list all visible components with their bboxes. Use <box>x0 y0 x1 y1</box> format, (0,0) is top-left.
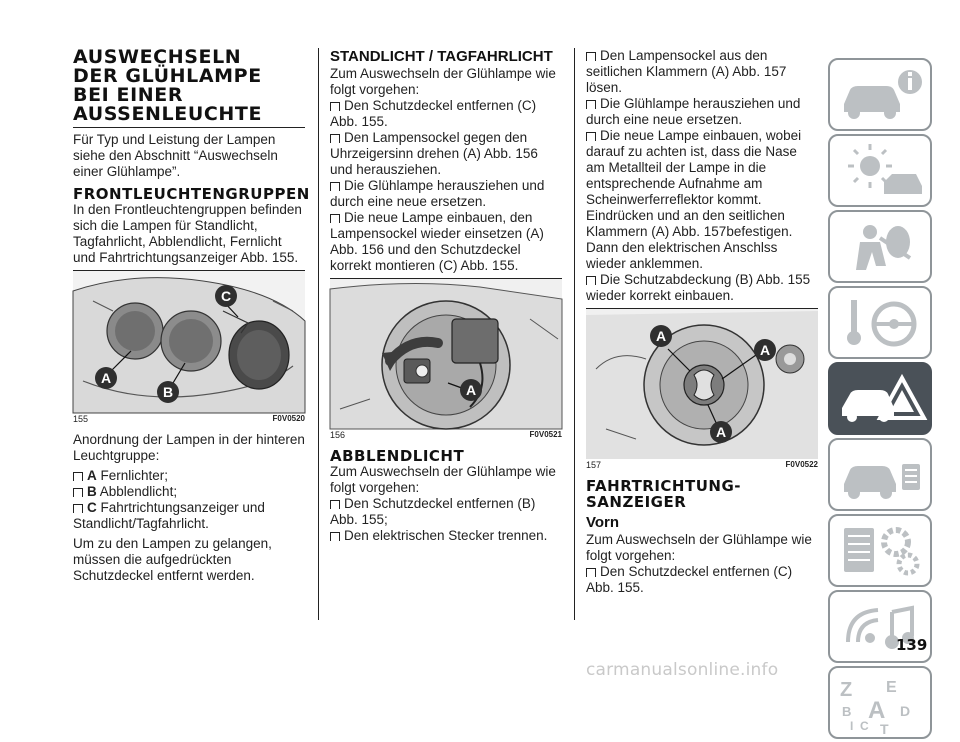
section-title-fahrtrichtung: FAHRTRICHTUNG- SANZEIGER <box>586 477 741 511</box>
column-2 <box>330 48 562 544</box>
section-title-front: FRONTLEUCHTENGRUPPEN <box>73 185 310 203</box>
svg-text:I: I <box>850 719 854 733</box>
list-item: Den Schutzdeckel entfernen (C) Abb. 155. <box>586 564 793 595</box>
svg-text:Z: Z <box>840 679 853 701</box>
bullet-icon <box>73 472 83 481</box>
figure-label-c: C <box>215 285 237 307</box>
bullet-icon <box>330 214 340 223</box>
bullet-icon <box>330 500 340 509</box>
svg-text:A: A <box>868 697 886 724</box>
safety-airbag-icon <box>830 212 930 281</box>
tab-index[interactable] <box>828 666 932 739</box>
figure-label-a: A <box>710 421 732 443</box>
bullet-icon <box>73 488 83 497</box>
figure-code: F0V0520 <box>272 414 305 423</box>
intro-paragraph: Für Typ und Leistung der Lampen siehe den Abschnitt “Auswechseln einer Glühlampe”. <box>73 132 278 179</box>
closing-paragraph: Um zu den Lampen zu gelangen, müssen die aufgedrückten Schutzdeckel entfernt werden. <box>73 536 272 583</box>
list-item: Die neue Lampe einbauen, wobei darauf zu achten ist, dass die Nase am Metallteil der Lampe in die entsprechende Aufnahme am Scheinwerferreflektor kommt. Eindrücken und an den seitlichen Klammern (A) Abb. 157befestigen. Dann den elektrischen Anschlss wieder anklemmen. <box>586 128 802 271</box>
svg-text:T: T <box>880 721 889 737</box>
column-1 <box>73 46 310 584</box>
figure-number: 156 <box>330 430 346 440</box>
car-info-icon <box>830 60 930 129</box>
list-item: Die Glühlampe herausziehen und durch eine neue ersetzen. <box>330 178 545 209</box>
list-item: A Fernlichter; <box>73 468 305 484</box>
sub-title-vorn: Vorn <box>586 514 620 531</box>
main-title: AUSWECHSELN DER GLÜHLAMPE BEI EINER AUSSENLEUCHTE <box>73 46 263 125</box>
figure-label-b: B <box>157 381 179 403</box>
figure-code: F0V0521 <box>529 430 562 439</box>
list-item: Die neue Lampe einbauen, den Lampensockel wieder einsetzen (A) Abb. 156 und den Schutzdeckel korrekt montieren (C) Abb. 155. <box>330 210 544 273</box>
list-item: C Fahrtrichtungsanzeiger und Standlicht/Tagfahrlicht. <box>73 500 265 531</box>
bullet-icon <box>330 134 340 143</box>
steering-key-icon <box>830 288 930 357</box>
figure-caption-156 <box>330 428 562 440</box>
figure-caption-155 <box>73 412 305 424</box>
figure-label-a: A <box>650 325 672 347</box>
bullet-icon <box>330 102 340 111</box>
list-item: Den Schutzdeckel entfernen (C) Abb. 155. <box>330 98 537 129</box>
bullet-icon <box>586 132 596 141</box>
tab-dashboard[interactable] <box>828 134 932 207</box>
figure-label-a: A <box>95 367 117 389</box>
list-item: B Abblendlicht; <box>73 484 305 500</box>
front-paragraph: In den Frontleuchtengruppen befinden sich die Lampen für Standlicht, Tagfahrlicht, Abblendlicht, Fernlicht und Fahrtrichtungsanzeiger Abb. 155. <box>73 202 302 265</box>
list-item: Den Lampensockel aus den seitlichen Klammern (A) Abb. 157 lösen. <box>586 48 787 95</box>
bullet-icon <box>586 100 596 109</box>
tab-service[interactable] <box>828 438 932 511</box>
figure-157 <box>586 308 818 458</box>
tab-emergency[interactable] <box>828 362 932 435</box>
list-item: Den Lampensockel gegen den Uhrzeigersinn drehen (A) Abb. 156 und herausziehen. <box>330 130 538 177</box>
tab-driving[interactable] <box>828 286 932 359</box>
bullet-icon <box>586 276 596 285</box>
column-3 <box>586 48 818 596</box>
index-letters-icon <box>830 668 930 737</box>
page-number: 139 <box>896 636 928 654</box>
bullet-icon <box>330 532 340 541</box>
svg-text:E: E <box>886 679 897 696</box>
list-item: Die Glühlampe herausziehen und durch eine neue ersetzen. <box>586 96 801 127</box>
figure-number: 155 <box>73 414 89 424</box>
emergency-warning-icon <box>830 364 930 433</box>
service-car-icon <box>830 440 930 509</box>
list-item: Den elektrischen Stecker trennen. <box>330 528 562 544</box>
low-beam-bulb-illustration <box>586 309 818 459</box>
bullet-icon <box>586 568 596 577</box>
tab-technical-data[interactable] <box>828 514 932 587</box>
svg-text:C: C <box>860 719 869 733</box>
abblendlicht-intro: Zum Auswechseln der Glühlampe wie folgt vorgehen: <box>330 464 556 495</box>
technical-data-gears-icon <box>830 516 930 585</box>
fahrtrichtung-intro: Zum Auswechseln der Glühlampe wie folgt vorgehen: <box>586 532 812 563</box>
bullet-icon <box>586 52 596 61</box>
figure-155 <box>73 270 305 412</box>
figure-label-a: A <box>460 379 482 401</box>
standlicht-intro: Zum Auswechseln der Glühlampe wie folgt vorgehen: <box>330 66 556 97</box>
tab-safety[interactable] <box>828 210 932 283</box>
footer-watermark: carmanualsonline.info <box>586 660 779 680</box>
svg-text:B: B <box>842 704 852 719</box>
title-rule <box>73 127 305 128</box>
figure-156 <box>330 278 562 428</box>
bullet-icon <box>330 182 340 191</box>
section-title-standlicht: STANDLICHT / TAGFAHRLICHT <box>330 48 553 65</box>
tab-car-info[interactable] <box>828 58 932 131</box>
column-divider <box>574 48 575 620</box>
figure-caption-157 <box>586 458 818 470</box>
dashboard-lights-icon <box>830 136 930 205</box>
figure-number: 157 <box>586 460 602 470</box>
headlamp-rear-illustration <box>73 271 305 413</box>
bullet-icon <box>73 504 83 513</box>
list-item: Die Schutzabdeckung (B) Abb. 155 wieder korrekt einbauen. <box>586 272 811 303</box>
svg-text:D: D <box>900 703 911 719</box>
list-item: Den Schutzdeckel entfernen (B) Abb. 155; <box>330 496 536 527</box>
section-title-abblendlicht: ABBLENDLICHT <box>330 447 465 465</box>
column-divider <box>318 48 319 620</box>
figure-code: F0V0522 <box>785 460 818 469</box>
parking-light-bulb-illustration <box>330 279 562 429</box>
arrangement-paragraph: Anordnung der Lampen in der hinteren Leuchtgruppe: <box>73 432 305 463</box>
figure-label-a: A <box>754 339 776 361</box>
